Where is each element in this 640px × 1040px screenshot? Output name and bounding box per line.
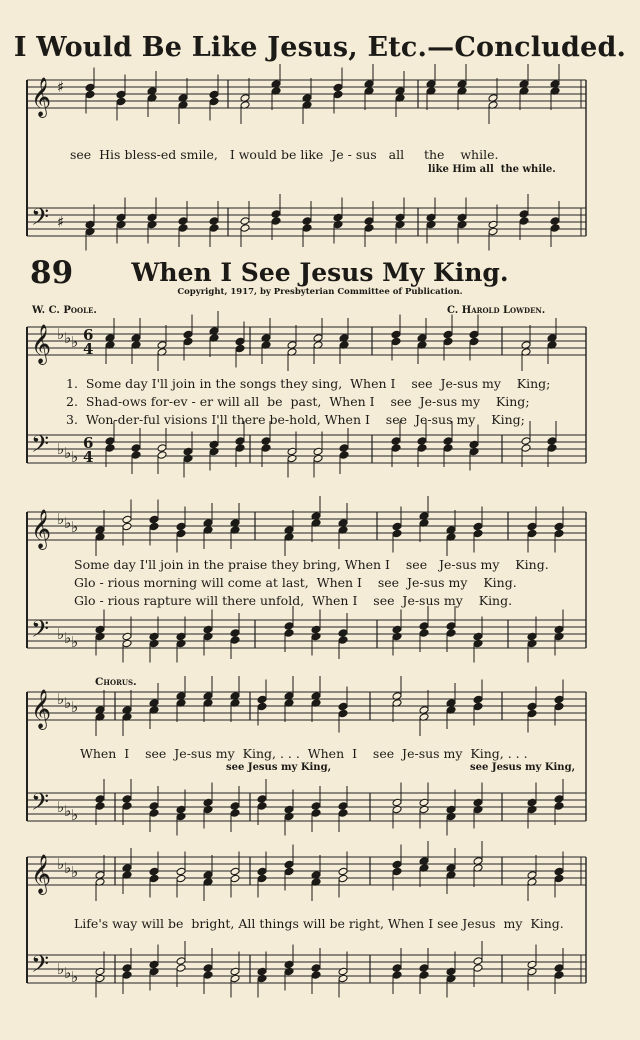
chorus-echo-1: see Jesus my King, (226, 762, 332, 773)
svg-text:♭: ♭ (71, 698, 79, 716)
svg-text:𝄢: 𝄢 (31, 430, 50, 463)
svg-text:♭: ♭ (64, 859, 72, 877)
svg-text:♭: ♭ (71, 518, 79, 536)
verse-1-line-b: Some day I'll join in the praise they bring, When I see Je-sus my King. (74, 557, 549, 572)
svg-text:♭: ♭ (57, 325, 65, 343)
final-lyric: Life's way will be bright, All things will be right, When I see Jesus my King. (74, 916, 564, 931)
svg-text:♭: ♭ (64, 802, 72, 820)
svg-text:♭: ♭ (57, 510, 65, 528)
verse-3-line-a: 3. Won-der-ful visions I'll there be-hold, When I see Je-sus my King; (66, 412, 525, 427)
svg-text:♭: ♭ (64, 444, 72, 462)
composer-credit: C. Harold Lowden. (447, 305, 546, 316)
svg-text:♭: ♭ (71, 448, 79, 466)
svg-text:♭: ♭ (64, 964, 72, 982)
svg-text:♭: ♭ (64, 694, 72, 712)
svg-text:♭: ♭ (64, 514, 72, 532)
svg-text:♭: ♭ (57, 960, 65, 978)
verse-1-line-a: 1. Some day I'll join in the songs they sing, When I see Je-sus my King; (66, 376, 551, 391)
svg-text:4: 4 (83, 448, 94, 466)
chorus-label: Chorus. (95, 676, 137, 688)
verse-3-line-b: Glo - rious rapture will there unfold, When I see Je-sus my King. (74, 593, 513, 608)
chorus-lyric: When I see Je-sus my King, . . . When I see Je-sus my King, . . . (80, 746, 528, 761)
chorus-echo-2: see Jesus my King, (470, 762, 576, 773)
svg-text:♭: ♭ (71, 863, 79, 881)
svg-text:𝄢: 𝄢 (31, 203, 50, 236)
svg-text:♭: ♭ (71, 333, 79, 351)
music-system-3 (0, 500, 640, 680)
lyric-line-first-system: see His bless-ed smile, I would be like Je - sus all the while. (70, 147, 499, 162)
svg-text:𝄞: 𝄞 (31, 689, 52, 729)
svg-text:𝄞: 𝄞 (31, 509, 52, 549)
svg-text:♭: ♭ (57, 690, 65, 708)
svg-text:4: 4 (83, 340, 94, 358)
svg-text:♭: ♭ (71, 633, 79, 651)
svg-text:𝄢: 𝄢 (31, 615, 50, 648)
bass-echo-lyric: like Him all the while. (428, 164, 556, 175)
svg-text:♭: ♭ (57, 440, 65, 458)
svg-text:𝄢: 𝄢 (31, 950, 50, 983)
svg-text:6: 6 (83, 434, 94, 452)
svg-text:♭: ♭ (57, 855, 65, 873)
svg-text:♭: ♭ (64, 629, 72, 647)
hymn-number: 89 (30, 255, 74, 291)
svg-text:♭: ♭ (71, 806, 79, 824)
copyright-line: Copyright, 1917, by Presbyterian Committee of Publication. (177, 287, 463, 297)
svg-text:♯: ♯ (57, 78, 65, 96)
svg-text:𝄞: 𝄞 (31, 77, 52, 117)
svg-text:𝄞: 𝄞 (31, 854, 52, 894)
continuation-title: I Would Be Like Jesus, Etc.—Concluded. (13, 32, 627, 63)
music-system-5 (0, 845, 640, 1025)
svg-text:♭: ♭ (57, 625, 65, 643)
svg-text:𝄞: 𝄞 (31, 324, 52, 364)
verse-2-line-a: 2. Shad-ows for-ev - er will all be past, When I see Je-sus my King; (66, 394, 530, 409)
lyricist-credit: W. C. Poole. (32, 305, 97, 316)
svg-text:♭: ♭ (57, 798, 65, 816)
svg-text:♯: ♯ (57, 213, 65, 231)
svg-text:6: 6 (83, 326, 94, 344)
svg-text:♭: ♭ (64, 329, 72, 347)
svg-text:♭: ♭ (71, 968, 79, 986)
hymn-title: When I See Jesus My King. (131, 258, 509, 287)
verse-2-line-b: Glo - rious morning will come at last, When I see Je-sus my King. (74, 575, 517, 590)
svg-text:𝄢: 𝄢 (31, 788, 50, 821)
